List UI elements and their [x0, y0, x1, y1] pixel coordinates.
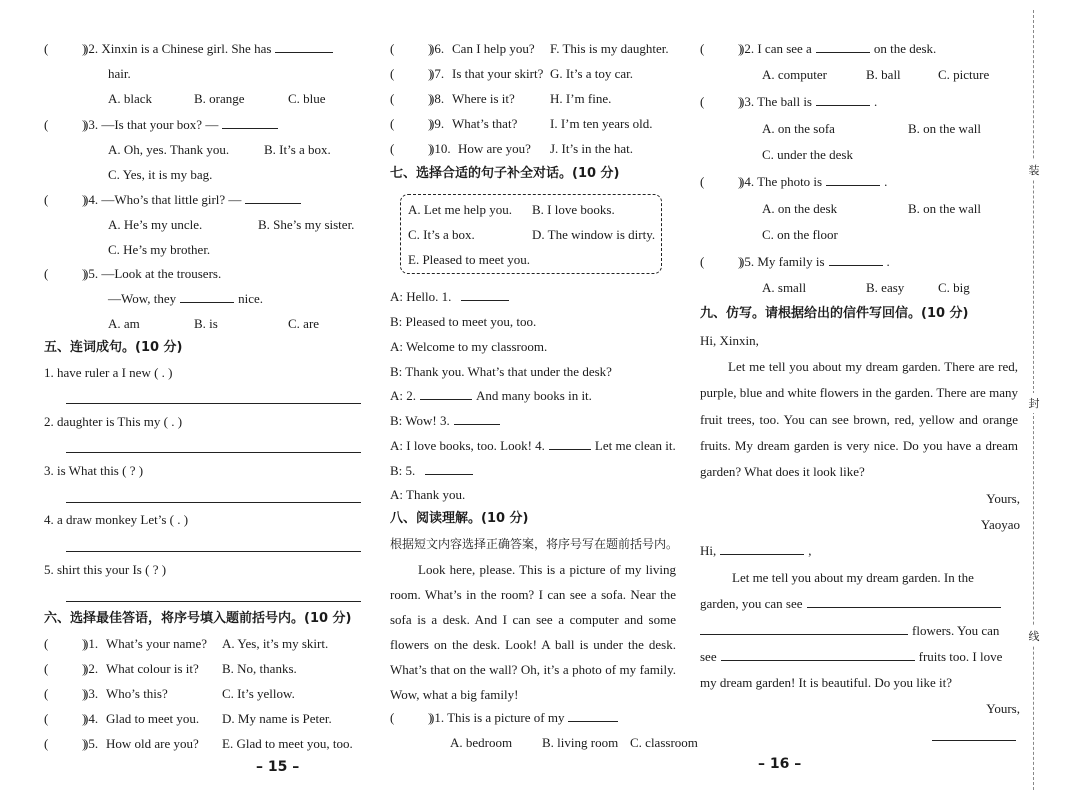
match-row-9: ( ))9. [390, 115, 444, 133]
page-number-left: – 15 – [256, 759, 300, 775]
question-3: ( ))3. —Is that your box? — [44, 116, 282, 134]
match-answer: A. Yes, it’s my skirt. [222, 636, 329, 651]
options-row [108, 315, 319, 333]
question-text: This is a picture of my [447, 710, 565, 725]
dialog-line-2: B: Pleased to meet you, too. [390, 314, 537, 329]
option-b: B. She’s my sister. [258, 217, 355, 232]
match-question: Where is it? [452, 91, 515, 106]
answer-blank[interactable] [807, 595, 1001, 608]
answer-parens[interactable] [44, 735, 80, 753]
answer-parens[interactable] [44, 635, 80, 653]
match-row-5: ( ))5. [44, 735, 98, 753]
answer-parens[interactable] [44, 685, 80, 703]
question-text: —Who’s that little girl? — [101, 192, 242, 207]
answer-blank[interactable] [222, 116, 278, 129]
dialog-line-8: B: 5. [390, 462, 477, 480]
answer-parens[interactable] [44, 710, 80, 728]
option-b: B. on the wall [908, 121, 981, 136]
match-row-8: ( ))8. [390, 90, 444, 108]
answer-blank[interactable] [829, 253, 883, 266]
answer-parens[interactable] [700, 40, 736, 58]
reading-passage: Look here, please. This is a picture of my living room. What’s in the room? I can see a sofa. Near the sofa is a desk. And I can see a computer and some flowers on the desk. Look! A ball is under the desk. What’s that on the wall? Oh, it’s a photo of my family. Wow, what a big family! [390, 562, 676, 702]
section-9-title: 九、仿写。请根据给出的信件写回信。(10 分) [700, 306, 969, 321]
option-a: A. He’s my uncle. [108, 217, 203, 232]
answer-blank[interactable] [721, 648, 915, 661]
word-order-item-3: 3. is What this ( ? ) [44, 463, 144, 478]
answer-line-3[interactable] [66, 502, 361, 503]
match-question: How old are you? [106, 736, 199, 751]
options-row [108, 216, 354, 234]
reading-question-4: ( ))4. The photo is . [700, 173, 887, 191]
letter-greeting: Hi, Xinxin, [700, 333, 759, 348]
answer-parens[interactable] [390, 140, 426, 158]
choice-c: C. It’s a box. [408, 227, 475, 242]
options-row [762, 200, 981, 218]
word-order-item-4: 4. a draw monkey Let’s ( . ) [44, 512, 189, 527]
option-b: B. ball [866, 67, 901, 82]
answer-parens[interactable] [44, 191, 80, 209]
question-text: —Is that your box? — [101, 117, 219, 132]
match-answer: G. It’s a toy car. [550, 66, 634, 81]
option-c: C. Yes, it is my bag. [108, 167, 213, 182]
answer-parens[interactable] [44, 116, 80, 134]
question-text: —Look at the trousers. [101, 266, 222, 281]
section-8-title: 八、阅读理解。(10 分) [390, 511, 529, 526]
answer-blank[interactable] [720, 542, 804, 555]
match-question: Can I help you? [452, 41, 535, 56]
binding-char-1: 装 [1027, 160, 1041, 180]
match-question: What’s your name? [106, 636, 208, 651]
answer-parens[interactable] [390, 709, 426, 727]
answer-blank[interactable] [816, 40, 870, 53]
choice-box [400, 194, 662, 274]
match-answer: F. This is my daughter. [550, 41, 669, 56]
choice-e: E. Pleased to meet you. [408, 252, 531, 267]
choice-a: A. Let me help you. [408, 202, 512, 217]
reply-greeting: Hi, , [700, 543, 812, 558]
options-row [762, 279, 970, 297]
option-c: C. picture [938, 67, 990, 82]
dialog-line-3: A: Welcome to my classroom. [390, 339, 548, 354]
question-5: ( ))5. —Look at the trousers. [44, 265, 221, 283]
option-b: B. orange [194, 91, 245, 106]
answer-parens[interactable] [44, 660, 80, 678]
answer-line-2[interactable] [66, 452, 361, 453]
answer-blank[interactable] [425, 462, 473, 475]
word-order-item-1: 1. have ruler a I new ( . ) [44, 365, 173, 380]
choice-d: D. The window is dirty. [532, 227, 656, 242]
match-answer: H. I’m fine. [550, 91, 612, 106]
answer-blank[interactable] [245, 191, 301, 204]
match-question: Who’s this? [106, 686, 168, 701]
answer-blank[interactable] [275, 40, 333, 53]
match-row-6: ( ))6. [390, 40, 444, 58]
letter-body: Let me tell you about my dream garden. There are red, purple, blue and white flowers in the garden. There are many fruit trees, too. You can see brown, red, yellow and orange fruits. My dream garden is very nice. Do you have a dream garden? What does it look like? [700, 359, 1018, 480]
match-question: How are you? [458, 141, 531, 156]
dialog-line-4: B: Thank you. What’s that under the desk? [390, 364, 612, 379]
dialog-line-6: B: Wow! 3. [390, 412, 504, 430]
section-7-title: 七、选择合适的句子补全对话。(10 分) [390, 166, 620, 181]
option-b: B. It’s a box. [264, 142, 331, 157]
options-row [108, 141, 331, 159]
reply-line-2: garden, you can see [700, 595, 1005, 613]
match-question: Glad to meet you. [106, 711, 200, 726]
dialog-line-7: A: I love books, too. Look! 4. Let me clean it. [390, 438, 676, 453]
answer-parens[interactable] [700, 93, 736, 111]
match-answer: E. Glad to meet you, too. [222, 736, 353, 751]
answer-line-4[interactable] [66, 551, 361, 552]
match-answer: J. It’s in the hat. [550, 141, 634, 156]
choice-b: B. I love books. [532, 202, 615, 217]
answer-blank[interactable] [180, 290, 234, 303]
letter-closing: Yours, [986, 491, 1020, 506]
option-b: B. easy [866, 280, 905, 295]
section-6-title: 六、选择最佳答语，将序号填入题前括号内。(10 分) [44, 611, 352, 626]
options-row [762, 66, 989, 84]
match-question: Is that your skirt? [452, 66, 544, 81]
option-a: A. computer [762, 67, 827, 82]
option-c: C. big [938, 280, 970, 295]
answer-blank[interactable] [826, 173, 880, 186]
question-text-cont: hair. [108, 66, 131, 81]
option-a: A. bedroom [450, 735, 513, 750]
section-8-instruction: 根据短文内容选择正确答案，将序号写在题前括号内。 [390, 537, 679, 551]
option-c: C. blue [288, 91, 326, 106]
options-row [762, 120, 981, 138]
answer-line-5[interactable] [66, 601, 361, 602]
option-a: A. Oh, yes. Thank you. [108, 142, 230, 157]
option-a: A. am [108, 316, 140, 331]
question-text-cont: —Wow, they nice. [108, 291, 264, 306]
dialog-line-9: A: Thank you. [390, 487, 466, 502]
match-answer: D. My name is Peter. [222, 711, 332, 726]
option-b: B. is [194, 316, 218, 331]
section-5-title: 五、连词成句。(10 分) [44, 340, 183, 355]
options-row [108, 90, 326, 108]
question-4: ( ))4. —Who’s that little girl? — [44, 191, 305, 209]
match-answer: C. It’s yellow. [222, 686, 295, 701]
answer-blank[interactable] [816, 93, 870, 106]
option-a: A. black [108, 91, 153, 106]
answer-blank[interactable] [461, 288, 509, 301]
dialog-line-1: A: Hello. 1. [390, 288, 513, 306]
reply-line-1: Let me tell you about my dream garden. In the [732, 570, 974, 585]
binding-char-2: 封 [1027, 393, 1041, 413]
dialog-line-5: A: 2. And many books in it. [390, 388, 592, 403]
answer-parens[interactable] [390, 40, 426, 58]
reply-line-4: see fruits too. I love [700, 649, 1003, 664]
option-a: A. on the desk [762, 201, 838, 216]
match-row-7: ( ))7. [390, 65, 444, 83]
option-c: C. are [288, 316, 320, 331]
reading-question-1: ( ))1. This is a picture of my [390, 709, 622, 727]
question-2: ( ))2. Xinxin is a Chinese girl. She has [44, 40, 337, 58]
match-row-4: ( ))4. [44, 710, 98, 728]
answer-blank[interactable] [568, 709, 618, 722]
answer-parens[interactable] [390, 90, 426, 108]
answer-parens[interactable] [44, 265, 80, 283]
answer-parens[interactable] [390, 115, 426, 133]
match-row-2: ( ))2. [44, 660, 98, 678]
question-text: Xinxin is a Chinese girl. She has [101, 41, 272, 56]
option-b: B. on the wall [908, 201, 981, 216]
answer-blank[interactable] [454, 412, 500, 425]
match-row-1: ( ))1. [44, 635, 198, 653]
reply-line-3: flowers. You can [700, 622, 999, 640]
answer-blank[interactable] [420, 387, 472, 400]
binding-char-3: 线 [1027, 626, 1041, 646]
option-a: A. on the sofa [762, 121, 835, 136]
match-row-3: ( ))3. [44, 685, 98, 703]
word-order-item-2: 2. daughter is This my ( . ) [44, 414, 183, 429]
word-order-item-5: 5. shirt this your Is ( ? ) [44, 562, 167, 577]
reply-line-5: my dream garden! It is beautiful. Do you like it? [700, 675, 952, 690]
option-c: C. on the floor [762, 227, 838, 242]
match-question: What’s that? [452, 116, 518, 131]
option-b: B. living room [542, 735, 619, 750]
reading-question-2: ( ))2. I can see a on the desk. [700, 40, 936, 58]
option-c: C. He’s my brother. [108, 242, 211, 257]
answer-blank[interactable] [549, 437, 591, 450]
answer-parens[interactable] [700, 173, 736, 191]
option-c: C. classroom [630, 735, 698, 750]
answer-blank[interactable] [700, 622, 908, 635]
answer-parens[interactable] [390, 65, 426, 83]
reading-question-3: ( ))3. The ball is . [700, 93, 877, 111]
reading-question-5: ( ))5. My family is . [700, 253, 890, 271]
match-answer: B. No, thanks. [222, 661, 297, 676]
answer-parens[interactable] [44, 40, 80, 58]
option-a: A. small [762, 280, 807, 295]
match-question: What colour is it? [106, 661, 199, 676]
page-number-right: – 16 – [758, 756, 802, 772]
letter-signature: Yaoyao [980, 517, 1020, 532]
reply-signature-line[interactable] [932, 740, 1016, 741]
option-c: C. under the desk [762, 147, 853, 162]
match-row-10: ( ))10. [390, 140, 451, 158]
answer-parens[interactable] [700, 253, 736, 271]
reply-closing: Yours, [986, 701, 1020, 716]
options-row [450, 734, 698, 752]
answer-line-1[interactable] [66, 403, 361, 404]
match-answer: I. I’m ten years old. [550, 116, 653, 131]
